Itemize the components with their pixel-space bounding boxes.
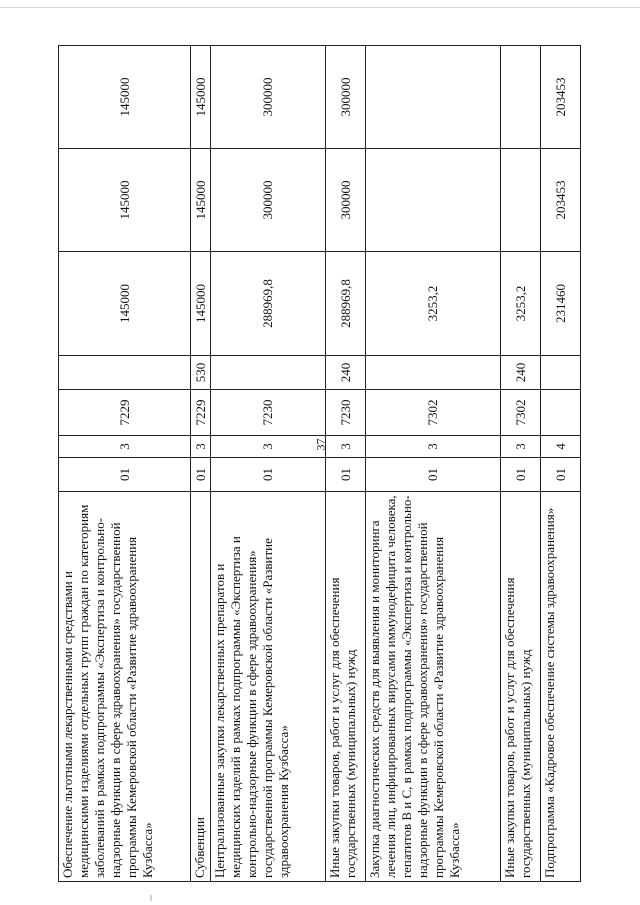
section-code-cell: 01 xyxy=(326,458,366,492)
subsection-code-cell: 3 xyxy=(191,436,211,458)
target-item-cell: 7302 xyxy=(501,390,541,436)
table-row xyxy=(59,46,191,882)
amount-year2-cell: 300000 xyxy=(211,149,326,252)
subsection-code-cell: 3 xyxy=(211,436,326,458)
table-row xyxy=(191,46,211,882)
table-row xyxy=(211,46,326,882)
subsection-code-cell: 3 xyxy=(59,436,191,458)
row-name-cell: Подпрограмма «Кадровое обеспечение системы здравоохранения» xyxy=(541,492,581,882)
amount-year3-cell xyxy=(366,46,501,149)
amount-year1-cell: 145000 xyxy=(191,252,211,356)
row-name-cell: Обеспечение льготными лекарственными средствами и медицинскими изделиями отдельных групп граждан по категориям заболеваний в рамках подпрограммы «Экспертиза и контрольно-надзорные функции в сфере здравоохранения» государственной программы Кемеровской области «Развитие здравоохранения Кузбасса» xyxy=(59,492,191,882)
target-item-cell: 7229 xyxy=(59,390,191,436)
target-item-cell: 7230 xyxy=(326,390,366,436)
target-item-cell: 7302 xyxy=(366,390,501,436)
scan-artifact xyxy=(150,895,152,901)
amount-year2-cell xyxy=(501,149,541,252)
target-item-cell: 7229 xyxy=(191,390,211,436)
amount-year3-cell xyxy=(501,46,541,149)
row-name-cell: Иные закупки товаров, работ и услуг для обеспечения государственных (муниципальных) нужд xyxy=(501,492,541,882)
amount-year2-cell: 300000 xyxy=(326,149,366,252)
amount-year2-cell xyxy=(366,149,501,252)
amount-year3-cell: 203453 xyxy=(541,46,581,149)
expense-type-cell xyxy=(541,356,581,390)
expense-type-cell: 240 xyxy=(326,356,366,390)
expense-type-cell xyxy=(59,356,191,390)
expense-type-cell xyxy=(211,356,326,390)
amount-year3-cell: 300000 xyxy=(326,46,366,149)
table-row xyxy=(541,46,581,882)
budget-table xyxy=(58,45,581,882)
subsection-code-cell: 3 xyxy=(326,436,366,458)
table-row xyxy=(326,46,366,882)
rotated-page-content xyxy=(58,46,613,882)
expense-type-cell xyxy=(366,356,501,390)
row-name-cell: Иные закупки товаров, работ и услуг для обеспечения государственных (муниципальных) нужд xyxy=(326,492,366,882)
section-code-cell: 01 xyxy=(366,458,501,492)
amount-year1-cell: 3253,2 xyxy=(501,252,541,356)
section-code-cell: 01 xyxy=(59,458,191,492)
section-code-cell: 01 xyxy=(191,458,211,492)
row-name-cell: Субвенции xyxy=(191,492,211,882)
amount-year2-cell: 145000 xyxy=(191,149,211,252)
table-row xyxy=(501,46,541,882)
expense-type-cell: 240 xyxy=(501,356,541,390)
section-code-cell: 01 xyxy=(541,458,581,492)
amount-year1-cell: 145000 xyxy=(59,252,191,356)
expense-type-cell: 530 xyxy=(191,356,211,390)
subsection-code-cell: 3 xyxy=(366,436,501,458)
page-number: 37 xyxy=(313,438,328,451)
subsection-code-cell: 4 xyxy=(541,436,581,458)
target-item-cell: 7230 xyxy=(211,390,326,436)
amount-year2-cell: 203453 xyxy=(541,149,581,252)
amount-year3-cell: 300000 xyxy=(211,46,326,149)
section-code-cell: 01 xyxy=(501,458,541,492)
target-item-cell xyxy=(541,390,581,436)
scan-edge-line xyxy=(0,7,640,8)
subsection-code-cell: 3 xyxy=(501,436,541,458)
table-row xyxy=(366,46,501,882)
amount-year1-cell: 231460 xyxy=(541,252,581,356)
amount-year3-cell: 145000 xyxy=(191,46,211,149)
row-name-cell: Централизованные закупки лекарственных препаратов и медицинских изделий в рамках подпрограммы «Экспертиза и контрольно-надзорные функции в сфере здравоохранения» государственной программы Кемеровской области «Развитие здравоохранения Кузбасса» xyxy=(211,492,326,882)
amount-year3-cell: 145000 xyxy=(59,46,191,149)
amount-year1-cell: 288969,8 xyxy=(211,252,326,356)
row-name-cell: Закупка диагностических средств для выявления и мониторинга лечения лиц, инфицированных вирусами иммунодефицита человека, гепатитов В и С, в рамках подпрограммы «Экспертиза и контрольно-надзорные функции в сфере здравоохранения» государственной программы Кемеровской области «Развитие здравоохранения Кузбасса» xyxy=(366,492,501,882)
amount-year2-cell: 145000 xyxy=(59,149,191,252)
section-code-cell: 01 xyxy=(211,458,326,492)
amount-year1-cell: 3253,2 xyxy=(366,252,501,356)
amount-year1-cell: 288969,8 xyxy=(326,252,366,356)
